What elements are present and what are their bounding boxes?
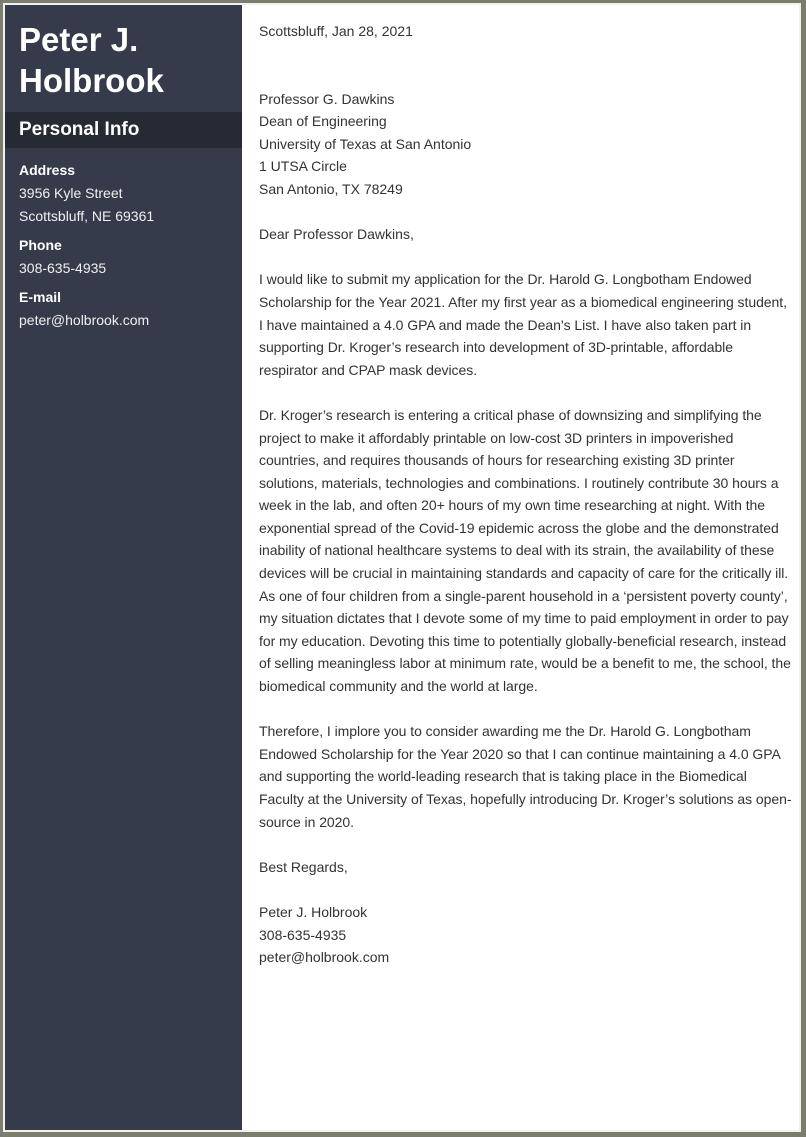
address-line-2: Scottsbluff, NE 69361 bbox=[19, 208, 155, 224]
address-label: Address bbox=[19, 162, 76, 178]
address-group bbox=[19, 159, 234, 228]
letter-date: Scottsbluff, Jan 28, 2021 bbox=[259, 23, 413, 39]
paragraph-2: Dr. Kroger’s research is entering a critical phase of downsizing and simplifying the project to make it affordably printable on low-cost 3D printers in impoverished countries, and requires thousands of hours for researching existing 3D printer solutions, materials, technologies and combinations. I routinely contribute 30 hours a week in the lab, and often 20+ hours of my own time researching at night. With the exponential spread of the Covid-19 epidemic across the globe and the demonstrated inability of national healthcare systems to deal with its strain, the availability of these devices will be crucial in maintaining standards and capacity of care for the critically ill. As one of four children from a single-parent household in a ‘persistent poverty county’, my situation dictates that I devote some of my time to paid employment in order to pay for my education. Devoting this time to potentially globally-beneficial research, instead of selling meaningless labor at minimum rate, would be a benefit to me, the school, the biomedical community and the world at large. bbox=[259, 406, 791, 695]
letter-body bbox=[259, 20, 794, 969]
applicant-name bbox=[19, 19, 164, 101]
email-label: E-mail bbox=[19, 289, 62, 305]
address-line-1: 3956 Kyle Street bbox=[19, 185, 123, 201]
signature-email: peter@holbrook.com bbox=[259, 949, 390, 966]
greeting: Dear Professor Dawkins, bbox=[259, 226, 414, 243]
recipient-name: Professor G. Dawkins bbox=[259, 90, 395, 107]
phone-label: Phone bbox=[19, 237, 62, 253]
personal-info bbox=[19, 159, 234, 338]
recipient-title: Dean of Engineering bbox=[259, 113, 387, 130]
name-line-1: Peter J. bbox=[19, 21, 139, 58]
name-line-2: Holbrook bbox=[19, 62, 164, 99]
document-frame bbox=[3, 3, 801, 1132]
recipient-street: 1 UTSA Circle bbox=[259, 158, 347, 175]
email-group bbox=[19, 286, 234, 332]
recipient-block bbox=[259, 88, 794, 201]
closing: Best Regards, bbox=[259, 858, 348, 875]
phone-group bbox=[19, 234, 234, 280]
signature-phone: 308-635-4935 bbox=[259, 926, 347, 943]
sidebar bbox=[5, 5, 242, 1130]
paragraph-1: I would like to submit my application for the Dr. Harold G. Longbotham Endowed Scholarship for the Year 2021. After my first year as a biomedical engineering student, I have maintained a 4.0 GPA and made the Dean’s List. I have also taken part in supporting Dr. Kroger’s research into development of 3D-printable, affordable respirator and CPAP mask devices. bbox=[259, 271, 787, 378]
section-title: Personal Info bbox=[19, 119, 140, 140]
paragraph-3: Therefore, I implore you to consider awarding me the Dr. Harold G. Longbotham Endowed Scholarship for the Year 2020 so that I can continue maintaining a 4.0 GPA and supporting the world-leading research that is taking place in the Biomedical Faculty at the University of Texas, hopefully introducing Dr. Kroger’s solutions as open-source in 2020. bbox=[259, 723, 792, 830]
personal-info-header bbox=[5, 112, 242, 148]
email-value: peter@holbrook.com bbox=[19, 312, 150, 328]
recipient-organization: University of Texas at San Antonio bbox=[259, 135, 472, 152]
cover-letter-page bbox=[5, 5, 799, 1130]
recipient-city: San Antonio, TX 78249 bbox=[259, 180, 403, 197]
signature-name: Peter J. Holbrook bbox=[259, 903, 368, 920]
signature-block bbox=[259, 901, 794, 969]
phone-value: 308-635-4935 bbox=[19, 260, 107, 276]
